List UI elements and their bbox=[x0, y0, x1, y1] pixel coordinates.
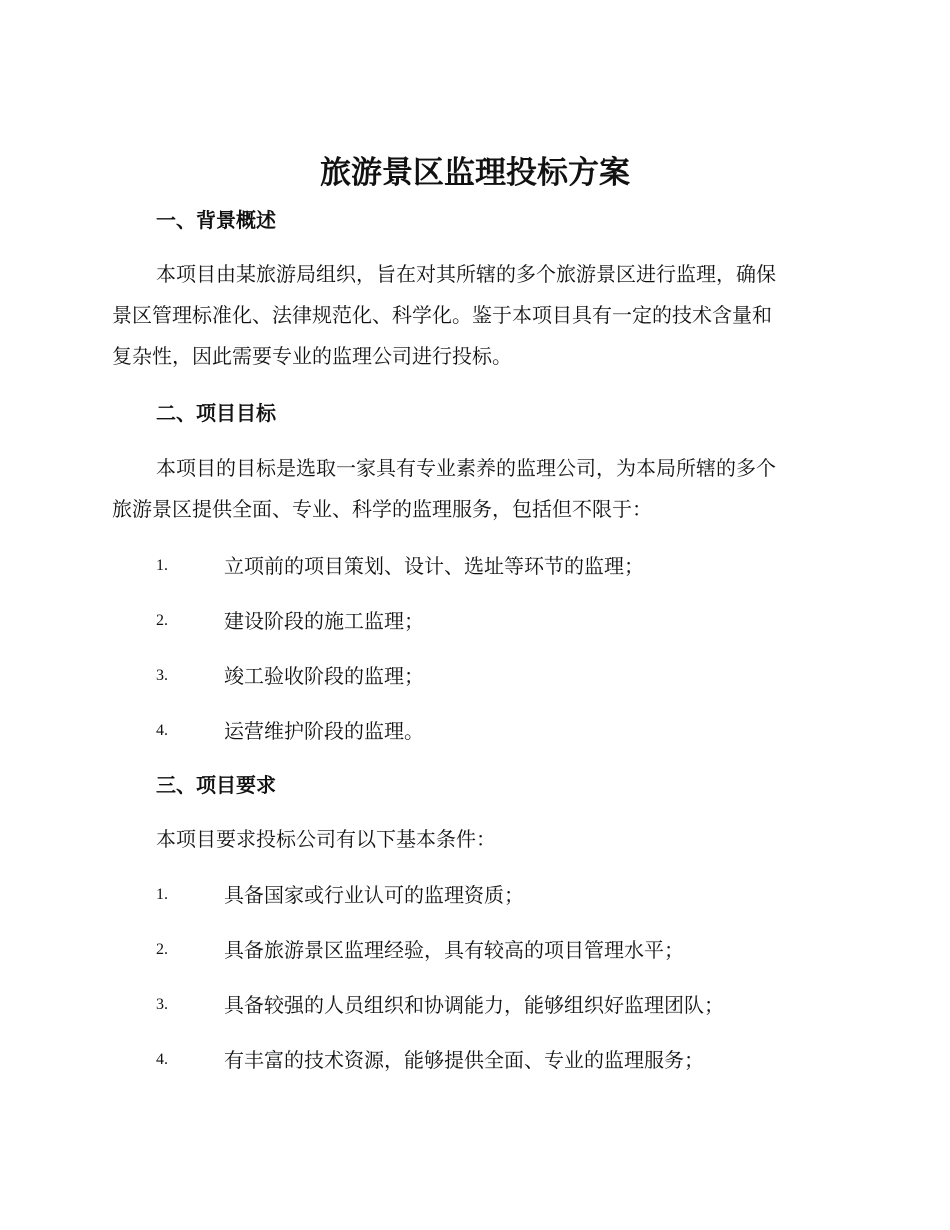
list-item-text: 运营维护阶段的监理。 bbox=[224, 719, 424, 743]
list-item-number: 3. bbox=[156, 996, 168, 1013]
list-item bbox=[156, 606, 856, 636]
list-item bbox=[156, 551, 856, 581]
list-item-number: 2. bbox=[156, 941, 168, 958]
list-item bbox=[156, 661, 856, 691]
list-item-number: 4. bbox=[156, 722, 168, 739]
list-item-text: 具备旅游景区监理经验，具有较高的项目管理水平； bbox=[224, 938, 684, 962]
document-title: 旅游景区监理投标方案 bbox=[320, 155, 630, 191]
list-item-number: 2. bbox=[156, 612, 168, 629]
list-item-text: 具备较强的人员组织和协调能力，能够组织好监理团队； bbox=[224, 993, 724, 1017]
paragraph-line: 本项目要求投标公司有以下基本条件： bbox=[156, 827, 496, 851]
paragraph-line: 旅游景区提供全面、专业、科学的监理服务，包括但不限于： bbox=[112, 497, 652, 521]
list-item-number: 1. bbox=[156, 886, 168, 903]
list-item-number: 3. bbox=[156, 667, 168, 684]
section-paragraph-requirements bbox=[112, 819, 834, 860]
list-item bbox=[156, 935, 856, 965]
list-item-text: 竣工验收阶段的监理； bbox=[224, 664, 424, 688]
section-heading-background: 一、背景概述 bbox=[156, 208, 276, 232]
section-heading-requirements: 三、项目要求 bbox=[156, 773, 276, 797]
section-heading-goals: 二、项目目标 bbox=[156, 401, 276, 425]
list-item-text: 立项前的项目策划、设计、选址等环节的监理； bbox=[224, 554, 644, 578]
list-item bbox=[156, 716, 856, 746]
section-paragraph-background bbox=[112, 254, 834, 377]
section-paragraph-goals bbox=[112, 448, 834, 530]
paragraph-line: 复杂性，因此需要专业的监理公司进行投标。 bbox=[112, 344, 512, 368]
list-item-text: 具备国家或行业认可的监理资质； bbox=[224, 883, 524, 907]
list-item-number: 4. bbox=[156, 1051, 168, 1068]
list-item bbox=[156, 880, 856, 910]
list-item bbox=[156, 990, 856, 1020]
paragraph-line: 本项目由某旅游局组织，旨在对其所辖的多个旅游景区进行监理，确保 bbox=[156, 262, 776, 286]
list-item bbox=[156, 1045, 856, 1075]
list-item-text: 有丰富的技术资源，能够提供全面、专业的监理服务； bbox=[224, 1048, 704, 1072]
paragraph-line: 本项目的目标是选取一家具有专业素养的监理公司，为本局所辖的多个 bbox=[156, 456, 776, 480]
list-item-number: 1. bbox=[156, 557, 168, 574]
list-item-text: 建设阶段的施工监理； bbox=[224, 609, 424, 633]
paragraph-line: 景区管理标准化、法律规范化、科学化。鉴于本项目具有一定的技术含量和 bbox=[112, 303, 772, 327]
